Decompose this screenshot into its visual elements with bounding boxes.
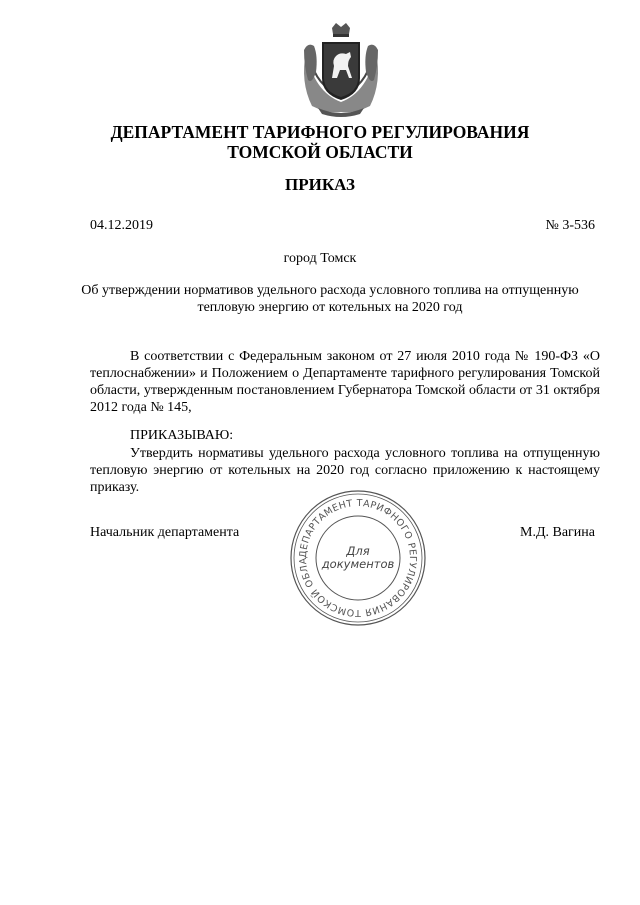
stamp-center-text xyxy=(288,488,428,628)
preamble-paragraph: В соответствии с Федеральным законом от 27 июля 2010 года № 190-ФЗ «О теплоснабжении» и Положением о Департаменте тарифного регулирования Томской области, утвержденным постановлением Губернатора Томской области от 31 октября 2012 года № 145, xyxy=(90,349,600,415)
stamp-center-line-2: документов xyxy=(321,557,395,571)
department-title-line-2: ТОМСКОЙ ОБЛАСТИ xyxy=(227,142,413,162)
stamp-ring-text: ДЕПАРТАМЕНТ ТАРИФНОГО РЕГУЛИРОВАНИЯ ТОМСКОЙ ОБЛА xyxy=(297,497,419,619)
document-type-heading: ПРИКАЗ xyxy=(285,175,355,194)
official-stamp xyxy=(288,488,428,628)
tomsk-region-coat-of-arms-icon xyxy=(298,22,384,118)
stamp-center-line-1: Для xyxy=(346,544,370,558)
decree-paragraph: Утвердить нормативы удельного расхода условного топлива на отпущенную тепловую энергию от котельных на 2020 год согласно приложению к настоящему приказу. xyxy=(90,446,600,495)
document-city: город Томск xyxy=(283,251,357,266)
document-subject: Об утверждении нормативов удельного расхода условного топлива на отпущенную тепловую энергию от котельных на 2020 год xyxy=(81,283,579,315)
document-number: № 3-536 xyxy=(545,218,595,233)
signatory-position: Начальник департамента xyxy=(90,525,240,540)
decree-word: ПРИКАЗЫВАЮ: xyxy=(130,428,234,443)
document-date: 04.12.2019 xyxy=(90,218,153,233)
signatory-name: М.Д. Вагина xyxy=(520,525,595,540)
department-title-line-1: ДЕПАРТАМЕНТ ТАРИФНОГО РЕГУЛИРОВАНИЯ xyxy=(110,122,530,142)
